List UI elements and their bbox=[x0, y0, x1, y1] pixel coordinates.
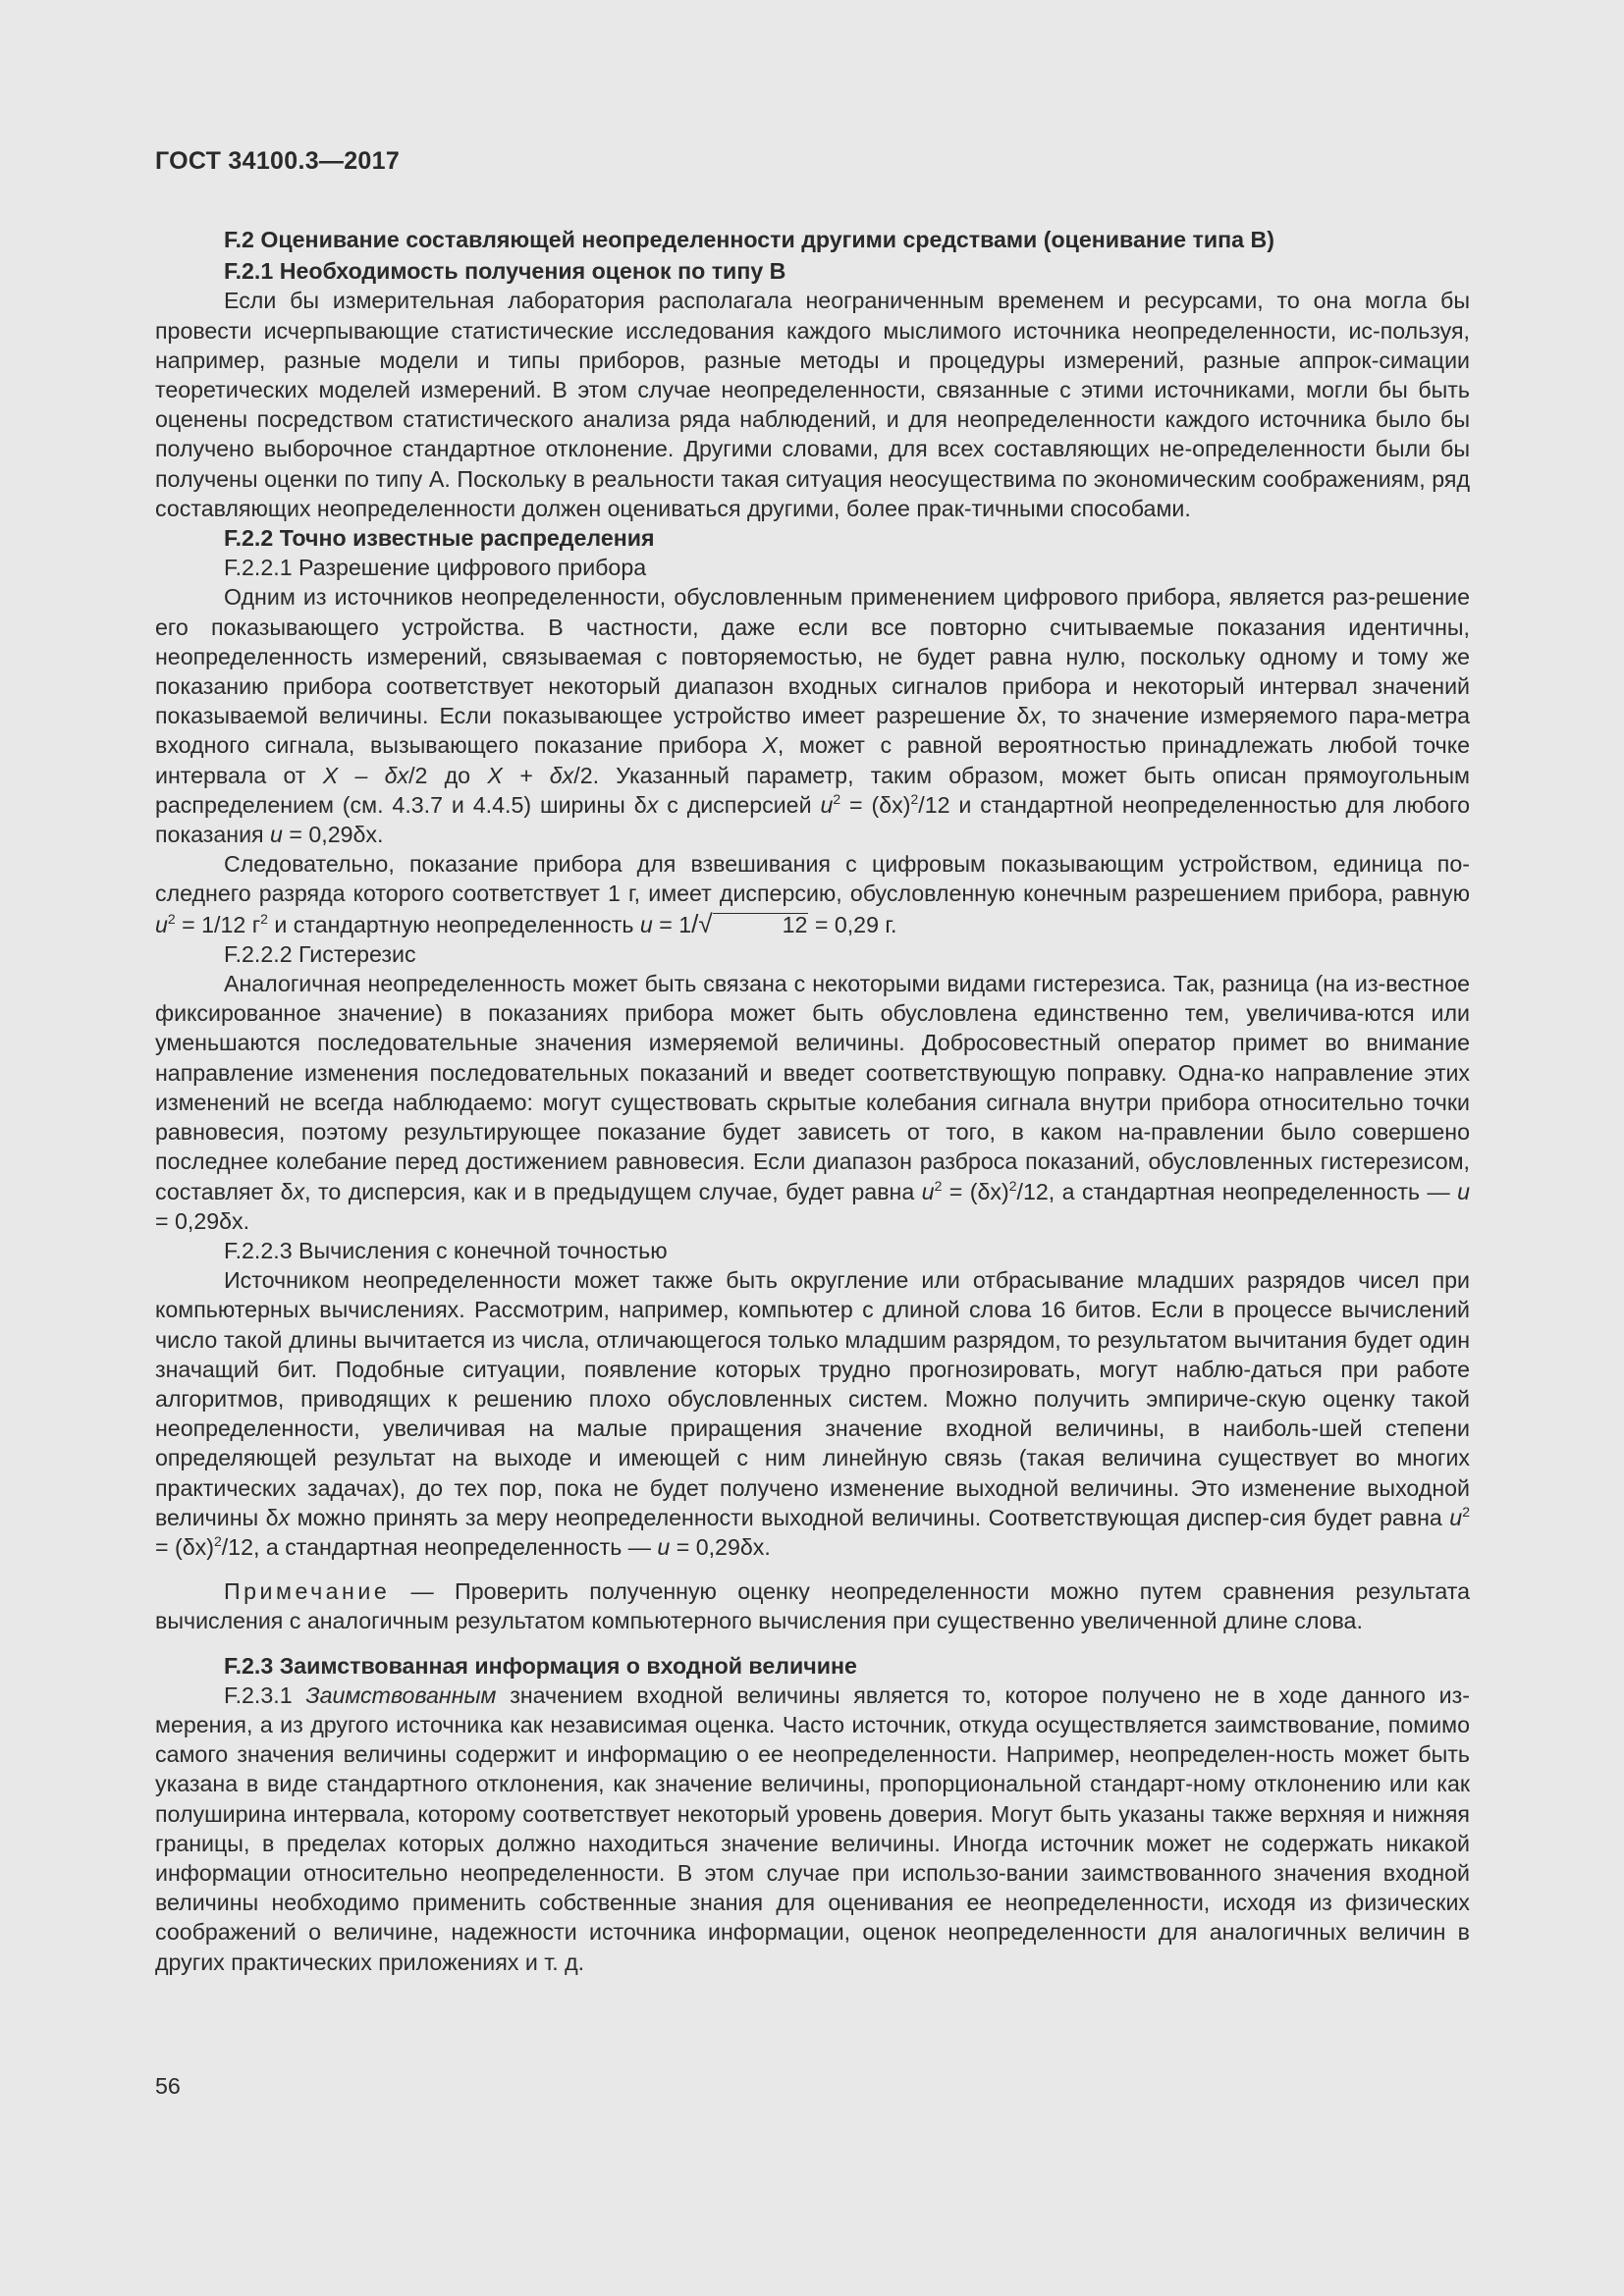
note-label: Примечание bbox=[224, 1578, 391, 1605]
section-f222-title: F.2.2.2 Гистерезис bbox=[224, 940, 416, 967]
math-dx: δx bbox=[633, 791, 659, 818]
math-dx-paren: = (δx) bbox=[840, 791, 911, 818]
math-u: u bbox=[155, 911, 168, 937]
text-run: /12, а стандартная неопределенность — bbox=[1016, 1178, 1458, 1204]
section-f2-title: F.2 Оценивание составляющей неопределенности другими средствами (оценивание типа B) bbox=[224, 227, 1274, 252]
text-run: , может с равной вероятностью принадлежать любой точке интервала от bbox=[155, 732, 1470, 788]
math-u: u bbox=[657, 1533, 671, 1560]
text-run: = 1/12 г bbox=[175, 911, 261, 937]
math-u: u bbox=[1449, 1504, 1463, 1530]
paragraph-f221-weighing bbox=[155, 849, 1470, 939]
math-X: X bbox=[762, 732, 778, 759]
math-superscript: 2 bbox=[1462, 1503, 1470, 1520]
text-run: и стандартную неопределенность bbox=[267, 911, 640, 937]
page-number: 56 bbox=[155, 2073, 181, 2099]
math-u: u bbox=[921, 1178, 935, 1204]
math-u: u bbox=[639, 911, 653, 937]
paragraph-f222-hysteresis bbox=[155, 969, 1470, 1236]
math-superscript: 2 bbox=[1008, 1177, 1017, 1194]
math-dx-paren: = (δx) bbox=[155, 1533, 214, 1560]
paragraph-f231-borrowed bbox=[155, 1681, 1470, 1977]
text-run: Источником неопределенности может также быть округление или отбрасывание младших разрядов чисел при компьютерных вычислениях. Рассмотрим, например, компьютер с длиной слова 16 битов. Если в процессе вычислений число такой длины вычитается из числа, отличающегося только младшим разрядом, то результатом вычитания будет один значащий бит. Подобные ситуации, появление которых трудно прогнозировать, могут наблю-даться при работе алгоритмов, приводящих к решению плохо обусловленных систем. Можно получить эмпириче-скую оценку такой неопределенности, увеличивая на малые приращения значение входной величины, в наиболь-шей степени определяющей результат на выходе и имеющей с ним линейную связь (такая величина существует во многих практических задачах), до тех пор, пока не будет получено изменение выходной величины. Это изменение выходной величины bbox=[155, 1267, 1470, 1530]
math-superscript: 2 bbox=[167, 910, 176, 927]
note-text: — Проверить полученную оценку неопределенности можно путем сравнения результата вычисления с аналогичным результатом компьютерного вычисления при существенно увеличенной длине слова. bbox=[155, 1578, 1470, 1634]
section-f23-title: F.2.3 Заимствованная информация о входной величине bbox=[224, 1652, 857, 1679]
document-body bbox=[155, 225, 1470, 1977]
math-u-value: = 0,29δx. bbox=[282, 822, 384, 848]
math-dx-paren: = (δx) bbox=[942, 1178, 1009, 1204]
math-superscript: 2 bbox=[213, 1532, 222, 1549]
document-header: ГОСТ 34100.3—2017 bbox=[155, 147, 401, 175]
text-run: Следовательно, показание прибора для взвешивания с цифровым показывающим устройством, единица по-следнего разряда которого соответствует 1 г, имеет дисперсию, обусловленную конечным разрешением прибора, равную bbox=[155, 851, 1470, 907]
paragraph-f223-precision bbox=[155, 1265, 1470, 1562]
math-dx: δx bbox=[265, 1504, 291, 1530]
paragraph-f21: Если бы измерительная лаборатория располагала неограниченным временем и ресурсами, то она могла бы провести исчерпывающие статистические исследования каждого мыслимого источника неопределенности, ис-пользуя, например, разные модели и типы приборов, разные методы и процедуры измерений, разные аппрок-симации теоретических моделей измерений. В этом случае неопределенности, связанные с этими источниками, могли бы быть оценены посредством статистического анализа ряда наблюдений, и для неопределенности каждого источника было бы получено выборочное стандартное отклонение. Другими словами, для всех составляющих не-определенности были бы получены оценки по типу A. Поскольку в реальности такая ситуация неосуществима по экономическим соображениям, ряд составляющих неопределенности должен оцениваться другими, более прак-тичными способами. bbox=[155, 288, 1470, 521]
section-f22-title: F.2.2 Точно известные распределения bbox=[224, 525, 655, 552]
text-run: значением входной величины является то, которое получено не в ходе данного из-мерения, а из другого источника как независимая оценка. Часто источник, откуда осуществляется заимствование, помимо самого значения величины содержит и информацию о ее неопределенности. Например, неопределен-ность может быть указана в виде стандартного отклонения, как значение величины, пропорциональной стандарт-ному отклонению или как полуширина интервала, которому соответствует некоторый уровень доверия. Могут быть указаны также верхняя и нижняя границы, в пределах которых должно находиться значение величины. Иногда источник может не содержать никакой информации относительно неопределенности. В этом случае при использо-вании заимствованного значения входной величины необходимо применить собственные знания для оценивания ее неопределенности, исходя из физических соображений о величине, надежности источника информации, оценок неопределенности для аналогичных величин в других практических приложениях и т. д. bbox=[155, 1682, 1470, 1975]
term-borrowed: Заимствованным bbox=[305, 1682, 497, 1708]
math-superscript: 2 bbox=[910, 790, 919, 807]
math-dx: δx bbox=[1016, 703, 1041, 729]
math-dx: δx bbox=[280, 1178, 305, 1204]
math-u: u bbox=[270, 822, 283, 848]
math-u: u bbox=[820, 791, 834, 818]
math-u-value: = 0,29δx. bbox=[155, 1207, 250, 1234]
math-u: u bbox=[1457, 1178, 1470, 1204]
math-x-plus-dx: X + δx bbox=[487, 762, 574, 788]
text-run: = 0,29 г. bbox=[808, 911, 897, 937]
math-u-value: = 0,29δx. bbox=[670, 1533, 771, 1560]
math-superscript: 2 bbox=[833, 790, 841, 807]
text-run: = 1 bbox=[652, 911, 692, 937]
math-superscript: 2 bbox=[260, 910, 268, 927]
math-x-minus-dx: X – δx bbox=[322, 762, 409, 788]
text-run: /12, а стандартная неопределенность — bbox=[221, 1533, 658, 1560]
text-run: , то дисперсия, как и в предыдущем случае, будет равна bbox=[304, 1178, 922, 1204]
text-run: /2 до bbox=[408, 762, 488, 788]
section-f21-title: F.2.1 Необходимость получения оценок по типу B bbox=[224, 258, 786, 285]
text-run: Одним из источников неопределенности, обусловленным применением цифрового прибора, является раз-решение его показывающего устройства. В частности, даже если все повторно считываемые показания идентичны, неопределенность измерений, связываемая с повторяемостью, не будет равна нулю, поскольку одному и тому же показанию прибора соответствует некоторый диапазон входных сигналов прибора и некоторый интервал значений показываемой величины. Если показывающее устройство имеет разрешение bbox=[155, 584, 1470, 729]
paragraph-f221-resolution bbox=[155, 582, 1470, 849]
note-paragraph bbox=[155, 1576, 1470, 1635]
text-run: , то значение измеряемого пара-метра входного сигнала, вызывающего показание прибора bbox=[155, 703, 1470, 759]
text-run: можно принять за меру неопределенности выходной величины. Соответствующая диспер-сия будет равна bbox=[290, 1504, 1450, 1530]
math-superscript: 2 bbox=[934, 1177, 943, 1194]
text-run: F.2.3.1 bbox=[224, 1682, 306, 1708]
text-run: Аналогичная неопределенность может быть связана с некоторыми видами гистерезиса. Так, разница (на из-вестное фиксированное значение) в показаниях прибора может быть обусловлена единственно тем, увеличива-ются или уменьшаются последовательные значения измеряемой величины. Добросовестный оператор примет во внимание направление изменения последовательных показаний и введет соответствующую поправку. Одна-ко направление этих изменений не всегда наблюдаемо: могут существовать скрытые колебания сигнала внутри прибора относительно точки равновесия, поэтому результирующее показание будет зависеть от того, в каком на-правлении было совершено последнее колебание перед достижением равновесия. Если диапазон разброса показаний, обусловленных гистерезисом, составляет bbox=[155, 971, 1470, 1204]
text-run: с дисперсией bbox=[658, 791, 821, 818]
text-run: /12 и стандартной неопределенностью для любого показания bbox=[155, 791, 1470, 848]
section-f223-title: F.2.2.3 Вычисления с конечной точностью bbox=[224, 1237, 668, 1263]
math-sqrt-operand: 12 bbox=[713, 913, 809, 935]
text-run: /2. Указанный параметр, таким образом, может быть описан прямоугольным распределением (см. 4.3.7 и 4.4.5) ширины bbox=[155, 762, 1470, 818]
sqrt-icon: /√ bbox=[691, 908, 713, 938]
section-f221-title: F.2.2.1 Разрешение цифрового прибора bbox=[224, 555, 647, 581]
